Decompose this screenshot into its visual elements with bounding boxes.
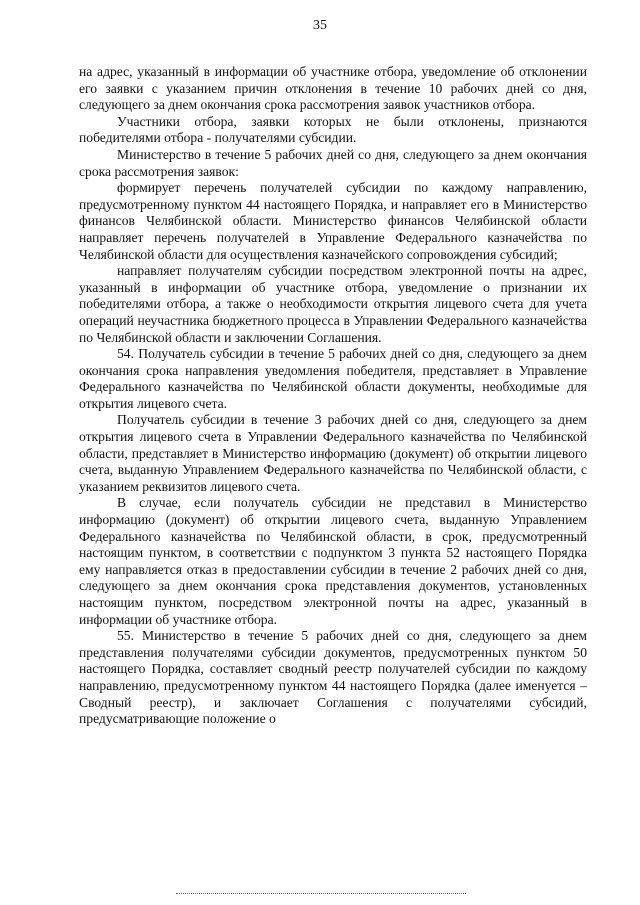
paragraph-account-info: Получатель субсидии в течение 3 рабочих дней со дня, следующего за днем открытия лицевого счета в Управлении Федерального казначейства по Челябинской области, представляет в Министерство информацию (документ) об открытии лицевого счета, выданную Управлением Федерального казначейства по Челябинской области, с указанием реквизитов лицевого счета. (79, 412, 587, 494)
paragraph-item-55: 55. Министерство в течение 5 рабочих дней со дня, следующего за днем представления получателями субсидии документов, предусмотренных пунктом 50 настоящего Порядка, составляет сводный реестр получателей субсидии по каждому направлению, предусмотренному пунктом 44 настоящего Порядка (далее именуется – Сводный реестр), и заключает Соглашения с получателями субсидий, предусматривающие положение о (79, 628, 587, 727)
footer-divider (176, 893, 466, 894)
paragraph-refusal: В случае, если получатель субсидии не представил в Министерство информацию (документ) об открытии лицевого счета, выданную Управлением Федерального казначейства по Челябинской области, в срок, предусмотренный настоящим пунктом, в соответствии с подпунктом 3 пункта 52 настоящего Порядка ему направляется отказ в предоставлении субсидии в течение 2 рабочих дней со дня, следующего за днем окончания срока представления документов, установленных настоящим пунктом, посредством электронной почты на адрес, указанный в информации об участнике отбора. (79, 495, 587, 627)
paragraph-sends-notice: направляет получателям субсидии посредством электронной почты на адрес, указанный в информации об участнике отбора, уведомление о признании их победителями отбора, а также о необходимости открытия лицевого счета для учета операций неучастника бюджетного процесса в Управлении Федерального казначейства по Челябинской области и заключении Соглашения. (79, 263, 587, 345)
document-body (79, 64, 587, 728)
paragraph-forms-list: формирует перечень получателей субсидии по каждому направлению, предусмотренному пунктом 44 настоящего Порядка, и направляет его в Министерство финансов Челябинской области. Министерство финансов Челябинской области направляет перечень получателей в Управление Федерального казначейства по Челябинской области для осуществления казначейского сопровождения субсидий; (79, 180, 587, 262)
page-number: 35 (313, 18, 327, 33)
paragraph-continuation: на адрес, указанный в информации об участнике отбора, уведомление об отклонении его заявки с указанием причин отклонения в течение 10 рабочих дней со дня, следующего за днем окончания срока рассмотрения заявок участников отбора. (79, 64, 587, 113)
paragraph-item-54: 54. Получатель субсидии в течение 5 рабочих дней со дня, следующего за днем окончания срока направления уведомления победителя, представляет в Управление Федерального казначейства по Челябинской области документы, необходимые для открытия лицевого счета. (79, 346, 587, 411)
paragraph-winners: Участники отбора, заявки которых не были отклонены, признаются победителями отбора - получателями субсидии. (79, 113, 587, 146)
paragraph-ministry-duties: Министерство в течение 5 рабочих дней со дня, следующего за днем окончания срока рассмотрения заявок: (79, 146, 587, 179)
